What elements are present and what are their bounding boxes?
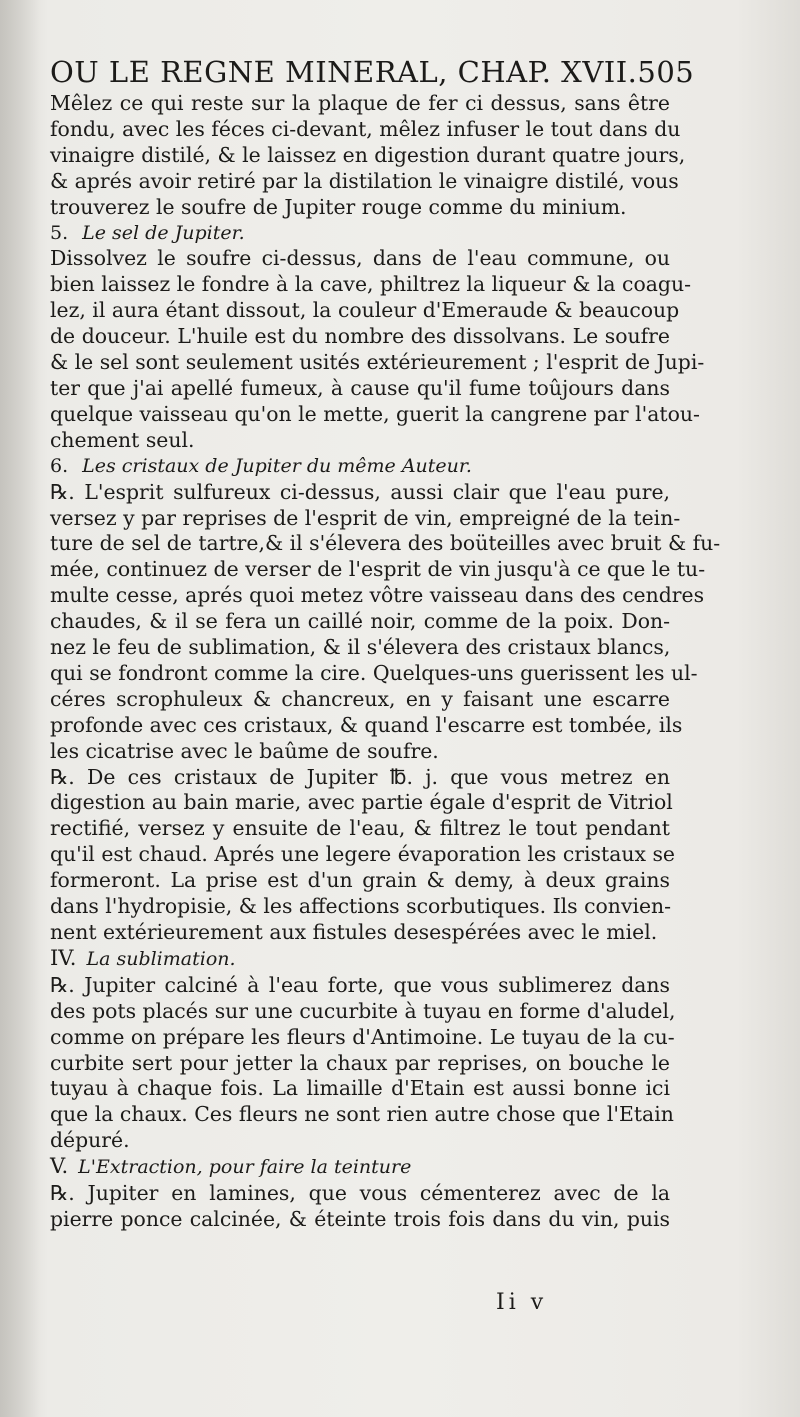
text-line: nez le feu de sublimation, & il s'élevera des cristaux blancs, xyxy=(50,635,671,660)
section-number: 5. xyxy=(50,221,69,244)
text-line: des pots placés sur une cucurbite à tuyau en forme d'aludel, xyxy=(50,998,676,1023)
text-line: pierre ponce calcinée, & éteinte trois fois dans du vin, puis xyxy=(50,1206,670,1231)
text-line: ℞. L'esprit sulfureux ci-dessus, aussi clair que l'eau pure, xyxy=(50,479,670,504)
text-line: & aprés avoir retiré par la distilation le vinaigre distilé, vous xyxy=(50,168,679,193)
text-line: trouverez le soufre de Jupiter rouge comme du minium. xyxy=(50,194,627,219)
text-line: Dissolvez le soufre ci-dessus, dans de l'eau commune, ou xyxy=(50,246,670,271)
text-line: mée, continuez de verser de l'esprit de vin jusqu'à ce que le tu- xyxy=(50,557,706,582)
text-line: Mêlez ce qui reste sur la plaque de fer ci dessus, sans être xyxy=(50,91,670,115)
section-heading xyxy=(50,1154,670,1181)
text-line: fondu, avec les féces ci-devant, mêlez infuser le tout dans du xyxy=(50,116,681,141)
text-line: comme on prépare les fleurs d'Antimoine. Le tuyau de la cu- xyxy=(50,1024,675,1049)
text-line: chaudes, & il se fera un caillé noir, comme de la poix. Don- xyxy=(50,609,670,634)
section-heading xyxy=(50,946,670,973)
text-line: nent extérieurement aux fistules desespérées avec le miel. xyxy=(50,920,658,944)
text-line: les cicatrise avec le baûme de soufre. xyxy=(50,738,439,763)
body-text xyxy=(50,91,721,1233)
signature-mark: Ii v xyxy=(496,1290,548,1315)
text-line: formeront. La prise est d'un grain & demy, à deux grains xyxy=(50,868,670,893)
running-header xyxy=(50,55,695,89)
text-line: qui se fondront comme la cire. Quelques-uns guerissent les ul- xyxy=(50,660,698,685)
text-line: dépuré. xyxy=(50,1128,130,1153)
section-title: Les cristaux de Jupiter du même Auteur. xyxy=(82,454,472,477)
section-number: V. xyxy=(50,1154,69,1179)
page-gutter-shadow xyxy=(0,0,40,1417)
text-line: multe cesse, aprés quoi metez vôtre vaisseau dans des cendres xyxy=(50,583,705,608)
section-title: La sublimation. xyxy=(86,947,236,970)
text-line: ℞. Jupiter calciné à l'eau forte, que vous sublimerez dans xyxy=(50,972,670,997)
text-line: ℞. De ces cristaux de Jupiter ℔. j. que vous metrez en xyxy=(50,764,670,789)
text-line: céres scrophuleux & chancreux, en y faisant une escarre xyxy=(50,686,670,711)
text-line: tuyau à chaque fois. La limaille d'Etain est aussi bonne ici xyxy=(50,1076,670,1101)
text-line: de douceur. L'huile est du nombre des dissolvans. Le soufre xyxy=(50,324,670,349)
text-line: lez, il aura étant dissout, la couleur d'Emeraude & beaucoup xyxy=(50,298,680,323)
text-line: dans l'hydropisie, & les affections scorbutiques. Ils convien- xyxy=(50,894,672,919)
text-line: versez y par reprises de l'esprit de vin, empreigné de la tein- xyxy=(50,505,681,530)
text-line: profonde avec ces cristaux, & quand l'escarre est tombée, ils xyxy=(50,712,683,737)
page-number: 505 xyxy=(637,55,695,89)
section-heading xyxy=(50,454,670,480)
section-heading xyxy=(50,221,670,247)
text-line: ter que j'ai apellé fumeux, à cause qu'il fume toûjours dans xyxy=(50,375,670,400)
running-title: OU LE REGNE MINERAL, CHAP. XVII. xyxy=(50,55,638,89)
section-number: 6. xyxy=(50,454,69,477)
text-line: digestion au bain marie, avec partie égale d'esprit de Vitriol xyxy=(50,790,673,815)
text-line: ture de sel de tartre,& il s'élevera des boüteilles avec bruit & fu- xyxy=(50,531,721,556)
section-title: L'Extraction, pour faire la teinture xyxy=(78,1156,412,1179)
text-line: rectifié, versez y ensuite de l'eau, & filtrez le tout pendant xyxy=(50,816,670,841)
text-line: ℞. Jupiter en lamines, que vous cémenterez avec de la xyxy=(50,1181,670,1206)
section-number: IV. xyxy=(50,945,77,970)
text-line: curbite sert pour jetter la chaux par reprises, on bouche le xyxy=(50,1050,670,1075)
text-line: vinaigre distilé, & le laissez en digestion durant quatre jours, xyxy=(50,142,686,167)
text-line: qu'il est chaud. Aprés une legere évaporation les cristaux se xyxy=(50,842,676,867)
text-line: quelque vaisseau qu'on le mette, guerit la cangrene par l'atou- xyxy=(50,401,700,426)
text-line: chement seul. xyxy=(50,427,195,452)
text-line: que la chaux. Ces fleurs ne sont rien autre chose que l'Etain xyxy=(50,1102,674,1127)
text-line: & le sel sont seulement usités extérieurement ; l'esprit de Jupi- xyxy=(50,350,705,375)
section-title: Le sel de Jupiter. xyxy=(82,221,245,244)
text-line: bien laissez le fondre à la cave, philtrez la liqueur & la coagu- xyxy=(50,272,691,297)
